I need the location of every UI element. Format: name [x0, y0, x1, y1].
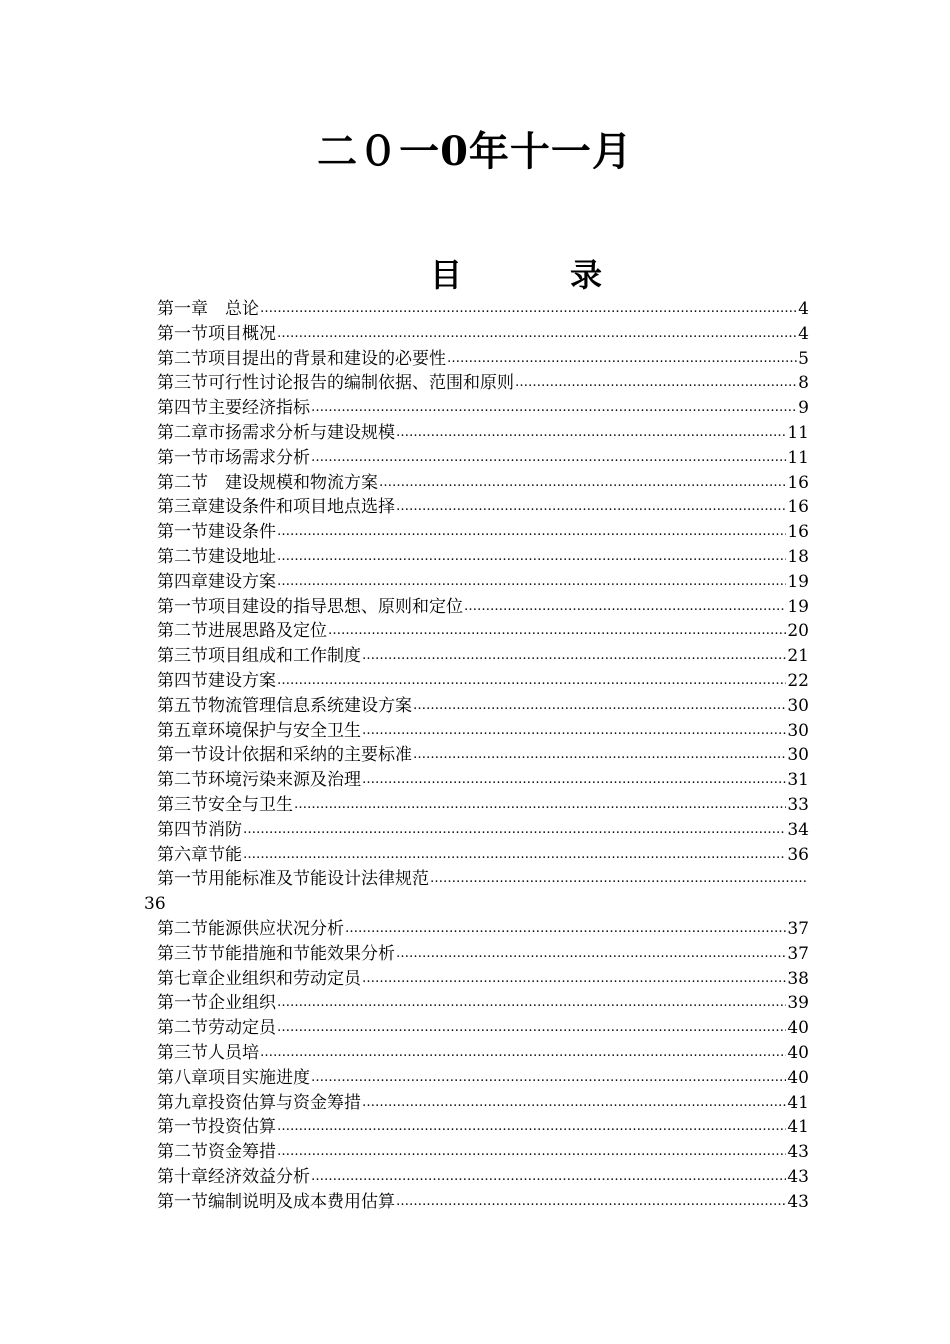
toc-entry[interactable] [157, 991, 809, 1016]
toc-entry-label: 第五章环境保护与安全卫生 [157, 720, 361, 741]
toc-entry[interactable] [157, 1041, 809, 1066]
toc-entry-page-number: 18 [787, 546, 809, 567]
toc-entry[interactable] [157, 595, 809, 620]
toc-entry-label: 第五节物流管理信息系统建设方案 [157, 695, 412, 716]
toc-entry-leader [277, 570, 786, 595]
toc-entry-label: 第一节编制说明及成本费用估算 [157, 1191, 395, 1212]
toc-entry-page-number: 22 [787, 670, 809, 691]
toc-entry-page-number: 40 [787, 1067, 809, 1088]
toc-entry[interactable] [157, 917, 809, 942]
toc-entry-page-number: 43 [787, 1166, 809, 1187]
toc-entry-leader [362, 644, 786, 669]
toc-entry-page-number: 30 [787, 695, 809, 716]
toc-entry[interactable] [157, 1115, 809, 1140]
toc-entry-label: 第十章经济效益分析 [157, 1166, 310, 1187]
toc-entry-page-number: 40 [787, 1018, 809, 1039]
toc-entry-leader [464, 595, 786, 620]
toc-entry-leader [362, 967, 786, 992]
toc-entry-leader [379, 471, 786, 496]
toc-entry-label: 第一节项目建设的指导思想、原则和定位 [157, 596, 463, 617]
toc-entry[interactable] [157, 520, 809, 545]
toc-entry-line-1 [157, 867, 809, 892]
toc-entry-leader [277, 991, 786, 1016]
toc-entry-page-number: 40 [787, 1042, 809, 1063]
toc-entry-page-number: 11 [787, 422, 809, 443]
toc-entry[interactable] [144, 867, 809, 917]
toc-entry[interactable] [157, 818, 809, 843]
toc-entry-leader [430, 867, 808, 892]
toc-entry-label: 第三节项目组成和工作制度 [157, 646, 361, 667]
toc-entry[interactable] [157, 644, 809, 669]
toc-entry-label: 第二节建设地址 [157, 546, 276, 567]
toc-entry-page-number: 8 [798, 373, 809, 394]
toc-entry-label: 第三节节能措施和节能效果分析 [157, 943, 395, 964]
toc-entry-label: 第八章项目实施进度 [157, 1067, 310, 1088]
toc-entry[interactable] [157, 347, 809, 372]
toc-entry-page-number: 43 [787, 1191, 809, 1212]
toc-entry-label: 第四节消防 [157, 819, 242, 840]
toc-entry-leader [277, 545, 786, 570]
toc-entry-line-2 [144, 892, 166, 917]
toc-title-char-1: 目 [430, 256, 463, 294]
toc-entry[interactable] [157, 570, 809, 595]
toc-entry-page-number: 4 [798, 299, 809, 319]
toc-entry-label: 第三章建设条件和项目地点选择 [157, 497, 395, 518]
toc-entry-page-number: 30 [787, 745, 809, 766]
toc-entry-page-number: 41 [787, 1092, 809, 1113]
toc-entry-label: 第二节环境污染来源及治理 [157, 770, 361, 791]
toc-entry-leader [362, 1091, 786, 1116]
toc-entry-page-number: 36 [144, 894, 166, 915]
toc-entry[interactable] [157, 396, 809, 421]
toc-entry[interactable] [157, 1140, 809, 1165]
toc-entry-leader [413, 694, 786, 719]
toc-entry[interactable] [157, 768, 809, 793]
toc-entry[interactable] [157, 1165, 809, 1190]
toc-entry-page-number: 11 [787, 447, 809, 468]
date-heading: 二０一0年十一月 [317, 128, 633, 175]
toc-entry-label: 第三节人员培 [157, 1042, 259, 1063]
toc-entry-label: 第二节资金筹措 [157, 1142, 276, 1163]
toc-entry-leader [396, 942, 786, 967]
toc-entry-leader [294, 793, 786, 818]
toc-entry[interactable] [157, 843, 809, 868]
toc-entry-page-number: 33 [787, 794, 809, 815]
toc-entry[interactable] [157, 371, 809, 396]
toc-entry-page-number: 5 [798, 348, 809, 369]
toc-entry-page-number: 41 [787, 1117, 809, 1138]
toc-entry-page-number: 37 [787, 943, 809, 964]
toc-title [0, 250, 950, 300]
toc-entry[interactable] [157, 322, 809, 347]
toc-entry-label: 第二节 建设规模和物流方案 [157, 472, 378, 493]
toc-entry-page-number: 31 [787, 770, 809, 791]
toc-entry-page-number: 38 [787, 968, 809, 989]
toc-entry[interactable] [157, 694, 809, 719]
toc-entry-page-number: 39 [787, 993, 809, 1014]
toc-entry-leader [260, 297, 797, 322]
toc-entry-leader [277, 1115, 786, 1140]
toc-entry-leader [277, 1140, 786, 1165]
toc-entry-label: 第一节投资估算 [157, 1117, 276, 1138]
toc-entry-label: 第一节用能标准及节能设计法律规范 [157, 869, 429, 890]
toc-entry-leader [277, 520, 786, 545]
toc-entry[interactable] [157, 967, 809, 992]
toc-entry-label: 第一节项目概况 [157, 323, 276, 344]
toc-entry[interactable] [157, 1190, 809, 1215]
toc-entry[interactable] [157, 719, 809, 744]
toc-entry-leader [362, 768, 786, 793]
toc-entry-page-number: 9 [798, 398, 809, 419]
toc-entry-leader [260, 1041, 786, 1066]
toc-entry-page-number: 19 [787, 571, 809, 592]
toc-entry-label: 第九章投资估算与资金筹措 [157, 1092, 361, 1113]
toc-entry-leader [243, 818, 786, 843]
toc-entry-leader [396, 1190, 786, 1215]
toc-entry-leader [277, 1016, 786, 1041]
toc-entry-label: 第四节主要经济指标 [157, 398, 310, 419]
toc-entry-page-number: 16 [787, 522, 809, 543]
toc-entry[interactable] [157, 669, 809, 694]
toc-entry-page-number: 19 [787, 596, 809, 617]
toc-entry-leader [311, 396, 797, 421]
table-of-contents [144, 297, 809, 1214]
toc-entry-page-number: 36 [787, 844, 809, 865]
toc-entry-leader [413, 743, 786, 768]
toc-entry[interactable] [157, 297, 809, 322]
toc-entry-label: 第四节建设方案 [157, 670, 276, 691]
toc-entry-page-number: 21 [787, 646, 809, 667]
toc-entry-label: 第三节可行性讨论报告的编制依据、范围和原则 [157, 373, 514, 394]
toc-entry-label: 第七章企业组织和劳动定员 [157, 968, 361, 989]
toc-entry-leader [328, 619, 786, 644]
toc-entry[interactable] [157, 619, 809, 644]
toc-entry-leader [277, 322, 797, 347]
toc-entry-page-number: 34 [787, 819, 809, 840]
toc-title-char-2: 录 [570, 256, 603, 294]
toc-entry[interactable] [157, 942, 809, 967]
toc-entry-leader [311, 1165, 786, 1190]
toc-entry-leader [447, 347, 797, 372]
toc-entry-label: 第三节安全与卫生 [157, 794, 293, 815]
toc-entry-page-number: 16 [787, 472, 809, 493]
toc-entry-page-number: 4 [798, 323, 809, 344]
toc-entry[interactable] [157, 471, 809, 496]
toc-entry-leader [311, 1066, 786, 1091]
toc-entry-leader [515, 371, 797, 396]
toc-entry[interactable] [157, 743, 809, 768]
toc-entry[interactable] [157, 793, 809, 818]
toc-entry[interactable] [157, 1016, 809, 1041]
toc-entry[interactable] [157, 495, 809, 520]
toc-entry-page-number: 43 [787, 1142, 809, 1163]
toc-entry-label: 第四章建设方案 [157, 571, 276, 592]
toc-entry-label: 第二节能源供应状况分析 [157, 918, 344, 939]
toc-entry-leader [243, 843, 786, 868]
toc-entry-label: 第一章 总论 [157, 299, 259, 319]
toc-entry-label: 第一节市场需求分析 [157, 447, 310, 468]
toc-entry[interactable] [157, 1066, 809, 1091]
toc-entry-leader [311, 446, 786, 471]
toc-entry-leader [345, 917, 786, 942]
toc-entry[interactable] [157, 545, 809, 570]
toc-entry-leader [396, 495, 786, 520]
toc-entry-label: 第二节进展思路及定位 [157, 621, 327, 642]
toc-entry-label: 第一节企业组织 [157, 993, 276, 1014]
toc-entry-page-number: 37 [787, 918, 809, 939]
toc-entry[interactable] [157, 1091, 809, 1116]
toc-entry-label: 第六章节能 [157, 844, 242, 865]
toc-entry[interactable] [157, 446, 809, 471]
toc-entry-label: 第二章市扬需求分析与建设规模 [157, 422, 395, 443]
toc-entry-leader [396, 421, 786, 446]
toc-entry-label: 第一节设计依据和采纳的主要标准 [157, 745, 412, 766]
toc-entry-label: 第二节项目提出的背景和建设的必要性 [157, 348, 446, 369]
toc-entry-page-number: 30 [787, 720, 809, 741]
toc-entry-leader [277, 669, 786, 694]
toc-entry[interactable] [157, 421, 809, 446]
toc-entry-label: 第二节劳动定员 [157, 1018, 276, 1039]
toc-entry-leader [362, 719, 786, 744]
toc-entry-page-number: 20 [787, 621, 809, 642]
toc-entry-page-number: 16 [787, 497, 809, 518]
toc-entry-label: 第一节建设条件 [157, 522, 276, 543]
